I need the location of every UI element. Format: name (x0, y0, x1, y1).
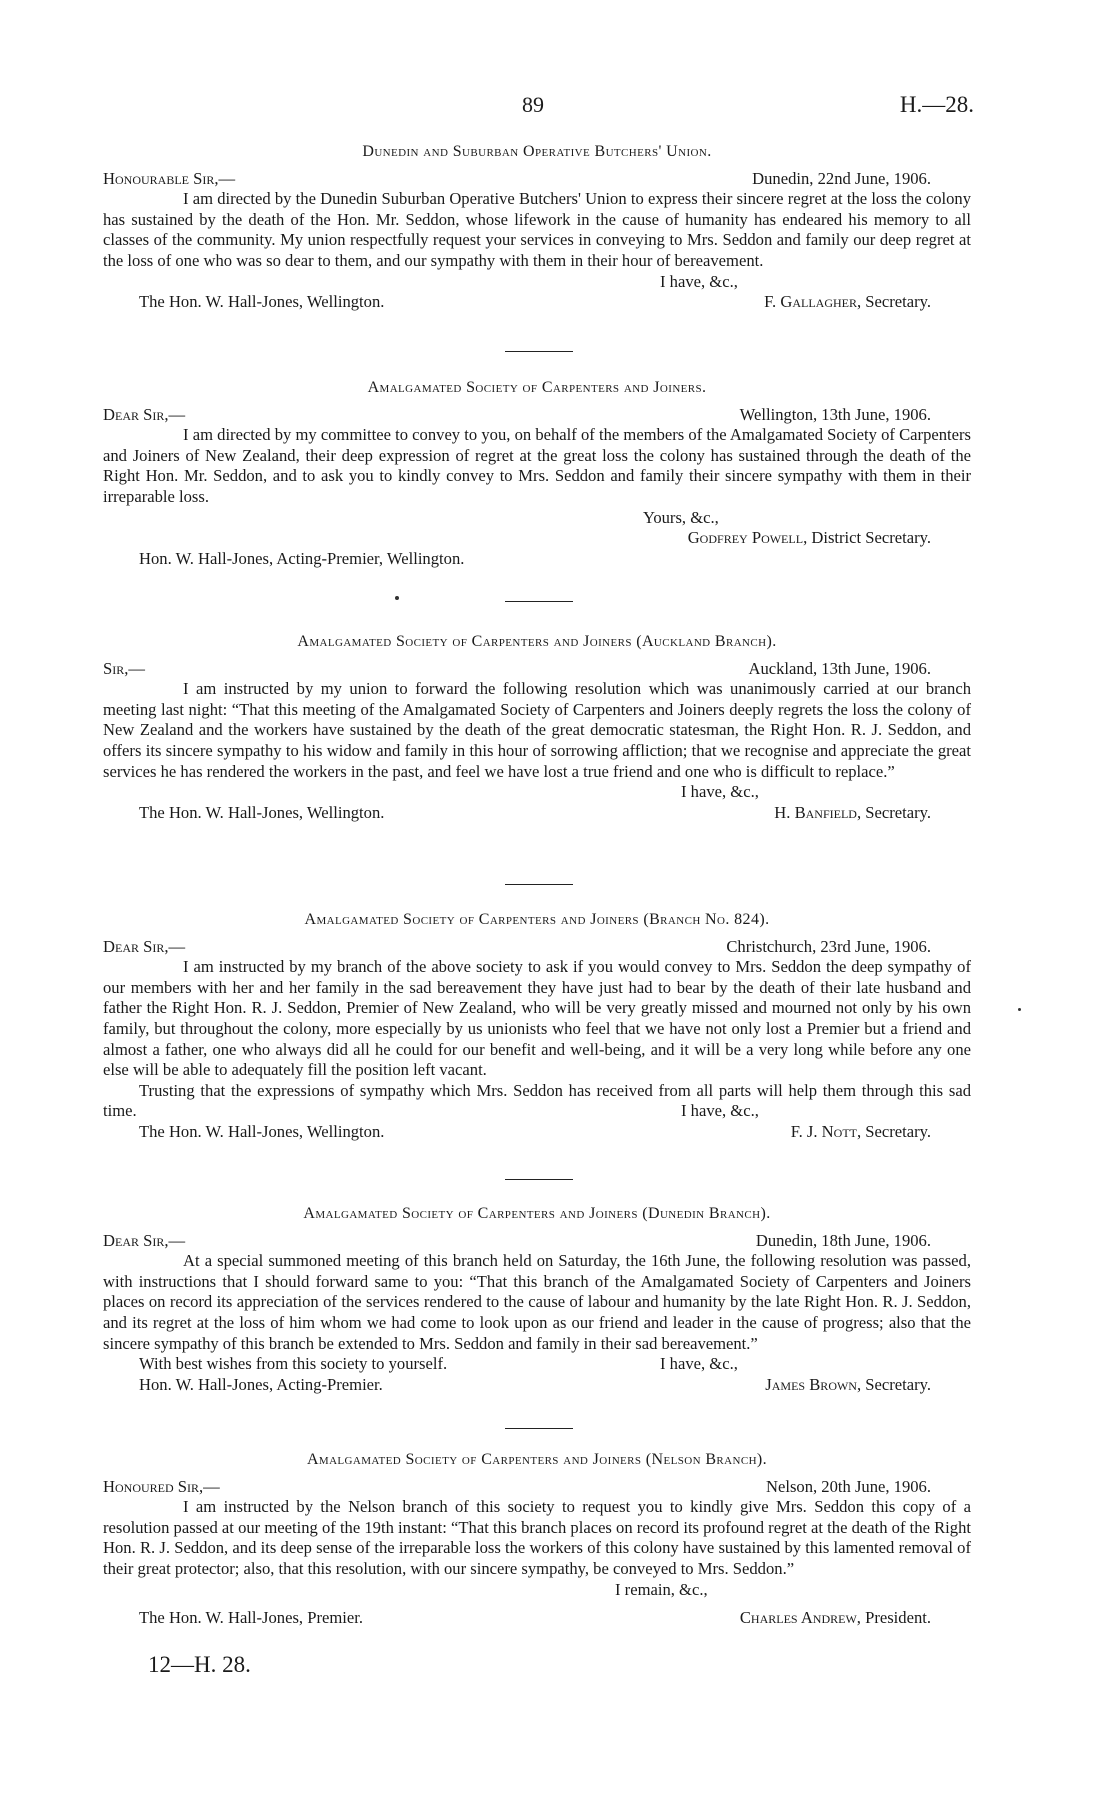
letter-heading: Amalgamated Society of Carpenters and Joiners (Auckland Branch). (297, 633, 777, 650)
best-wishes: With best wishes from this society to yourself. (139, 1354, 448, 1374)
salutation-row (103, 405, 971, 426)
closing-row (103, 782, 971, 803)
addressee: The Hon. W. Hall-Jones, Wellington. (139, 1121, 385, 1141)
addressee: Hon. W. Hall-Jones, Acting-Premier, Wellington. (139, 548, 465, 568)
closing: I have, &c., (681, 1101, 759, 1121)
section-divider (505, 1428, 573, 1429)
letter-heading: Amalgamated Society of Carpenters and Joiners. (367, 379, 707, 396)
letter-body: At a special summoned meeting of this branch held on Saturday, the 16th June, the following resolution was passed, with instructions that I should forward same to you: “That this branch of the Amalgamated Society of Carpenters and Joiners places on record its appreciation of the services rendered to the cause of labour and humanity by the late Right Hon. R. J. Seddon, and its regret at the loss of him whom we had come to look upon as our friend and leader in the cause of progress; also that the sincere sympathy of this branch be extended to Mrs. Seddon and family in their sad bereavement.” (103, 1251, 971, 1353)
addressee-row (103, 1375, 971, 1396)
letter-heading: Amalgamated Society of Carpenters and Joiners (Nelson Branch). (306, 1451, 768, 1468)
page-number: 89 (522, 92, 544, 117)
salutation-row (103, 937, 971, 958)
closing-row (103, 1580, 971, 1601)
letter-christchurch-branch (103, 910, 971, 1143)
letter-heading: Amalgamated Society of Carpenters and Joiners (Branch No. 824). (304, 911, 770, 928)
signatory-name: F. J. Nott (790, 1121, 857, 1141)
addressee: The Hon. W. Hall-Jones, Premier. (139, 1608, 363, 1628)
section-divider (505, 601, 573, 602)
letter-body: I am instructed by the Nelson branch of this society to request you to kindly give Mrs. Seddon this copy of a resolution passed at our meeting of the 19th instant: “That this branch places on record its profound regret at the death of the Right Hon. R. J. Seddon, and its deep sense of the irreparable loss the workers of this colony have sustained by this lamented removal of their great protector; also, that this resolution, with our sincere sympathy, be conveyed to Mrs. Seddon.” (103, 1497, 971, 1578)
salutation: Honourable Sir,— (103, 168, 236, 188)
salutation: Dear Sir,— (103, 1230, 186, 1250)
letter-body: I am directed by the Dunedin Suburban Operative Butchers' Union to express their sincere regret at the loss the colony has sustained by the death of the Hon. Mr. Seddon, whose lifework in the cause of humanity has endeared his memory to all classes of the community. My union respectfully request your services in conveying to Mrs. Seddon and family our deep regret at the loss of one who was so dear to them, and our sympathy with them in their hour of bereavement. (103, 189, 971, 270)
addressee-row (103, 803, 971, 824)
salutation-row (103, 169, 971, 190)
addressee: Hon. W. Hall-Jones, Acting-Premier. (139, 1374, 383, 1394)
place-date: Dunedin, 22nd June, 1906. (752, 168, 931, 188)
closing: I remain, &c., (615, 1579, 708, 1599)
signatory (791, 1122, 931, 1143)
closing-row (103, 272, 971, 293)
signatory-title: , Secretary. (856, 1121, 931, 1141)
salutation-row (103, 659, 971, 680)
letter-dunedin-branch (103, 1204, 971, 1395)
signatory-name: F. Gallagher (764, 292, 857, 312)
letter-carpenters-society (103, 378, 971, 569)
closing-row (103, 508, 971, 529)
signatory-name: Charles Andrew (739, 1608, 857, 1628)
salutation-row (103, 1231, 971, 1252)
signatory-title: , Secretary. (856, 802, 931, 822)
signatory-name: Godfrey Powell (687, 528, 804, 548)
signatory-title: , Secretary. (856, 292, 931, 312)
footer-reference: 12—H. 28. (148, 1652, 251, 1677)
closing: Yours, &c., (643, 507, 719, 527)
letter-auckland-branch (103, 632, 971, 823)
addressee: The Hon. W. Hall-Jones, Wellington. (139, 292, 385, 312)
letter-body-continuation: Trusting that the expressions of sympathy which Mrs. Seddon has received from all parts will help them through this sad time. (103, 1080, 971, 1121)
signatory-name: H. Banfield (774, 802, 857, 822)
salutation: Dear Sir,— (103, 936, 186, 956)
signatory (688, 528, 931, 549)
addressee: The Hon. W. Hall-Jones, Wellington. (139, 802, 385, 822)
signatory (740, 1608, 931, 1629)
letter-butchers-union (103, 142, 971, 313)
print-speck (1018, 1008, 1021, 1011)
section-divider (505, 884, 573, 885)
letter-nelson-branch (103, 1450, 971, 1629)
closing-row (103, 1101, 971, 1122)
salutation: Sir,— (103, 658, 145, 678)
letter-body: I am instructed by my branch of the above society to ask if you would convey to Mrs. Seddon the deep sympathy of our members with her and her family in the sad bereavement they have just had to bear by the death of their late husband and father the Right Hon. R. J. Seddon, Premier of New Zealand, who will be very greatly missed and mourned not only by his own family, but throughout the colony, more especially by us unionists who feel that we have not only lost a Premier but a friend and almost a father, one who always did all he could for our benefit and well-being, and it will be a very long while before any one else will be able to adequately fill the position left vacant. (103, 957, 971, 1080)
signatory-row (103, 528, 971, 549)
wishes-row (103, 1354, 971, 1375)
signatory (774, 803, 931, 824)
place-date: Auckland, 13th June, 1906. (748, 658, 931, 678)
salutation: Dear Sir,— (103, 404, 186, 424)
addressee-row (103, 549, 971, 570)
letter-heading: Dunedin and Suburban Operative Butchers' Union. (362, 143, 712, 160)
place-date: Wellington, 13th June, 1906. (739, 404, 931, 424)
document-reference: H.—28. (899, 92, 974, 117)
salutation: Honoured Sir,— (103, 1476, 220, 1496)
place-date: Dunedin, 18th June, 1906. (755, 1230, 931, 1250)
letter-body: I am instructed by my union to forward the following resolution which was unanimously carried at our branch meeting last night: “That this meeting of the Amalgamated Society of Carpenters and Joiners deeply regrets the loss the colony of New Zealand and the workers have sustained by the death of the great democratic statesman, the Right Hon. R. J. Seddon, and offers its sincere sympathy to his widow and family in this hour of sorrowing affliction; that we recognise and appreciate the great services he has rendered the workers in the past, and feel we have lost a true friend and one who is difficult to replace.” (103, 679, 971, 781)
section-divider (505, 351, 573, 352)
signatory (765, 1375, 931, 1396)
signatory-name: James Brown (765, 1374, 857, 1394)
signatory-title: , District Secretary. (803, 528, 931, 548)
salutation-row (103, 1477, 971, 1498)
place-date: Nelson, 20th June, 1906. (765, 1476, 931, 1496)
closing: I have, &c., (660, 1354, 738, 1374)
letter-body: I am directed by my committee to convey to you, on behalf of the members of the Amalgamated Society of Carpenters and Joiners of New Zealand, their deep expression of regret at the great loss the colony has sustained through the death of the Right Hon. Mr. Seddon, and to ask you to kindly convey to Mrs. Seddon and family their sincere sympathy with them in their irreparable loss. (103, 425, 971, 506)
letter-heading: Amalgamated Society of Carpenters and Joiners (Dunedin Branch). (303, 1205, 771, 1222)
print-speck (395, 596, 399, 600)
closing: I have, &c., (681, 782, 759, 802)
addressee-row (103, 1608, 971, 1629)
addressee-row (103, 292, 971, 313)
place-date: Christchurch, 23rd June, 1906. (726, 936, 931, 956)
closing: I have, &c., (660, 271, 738, 291)
signatory-title: , President. (856, 1608, 931, 1628)
signatory-title: , Secretary. (856, 1374, 931, 1394)
section-divider (505, 1179, 573, 1180)
signatory (764, 292, 931, 313)
addressee-row (103, 1122, 971, 1143)
